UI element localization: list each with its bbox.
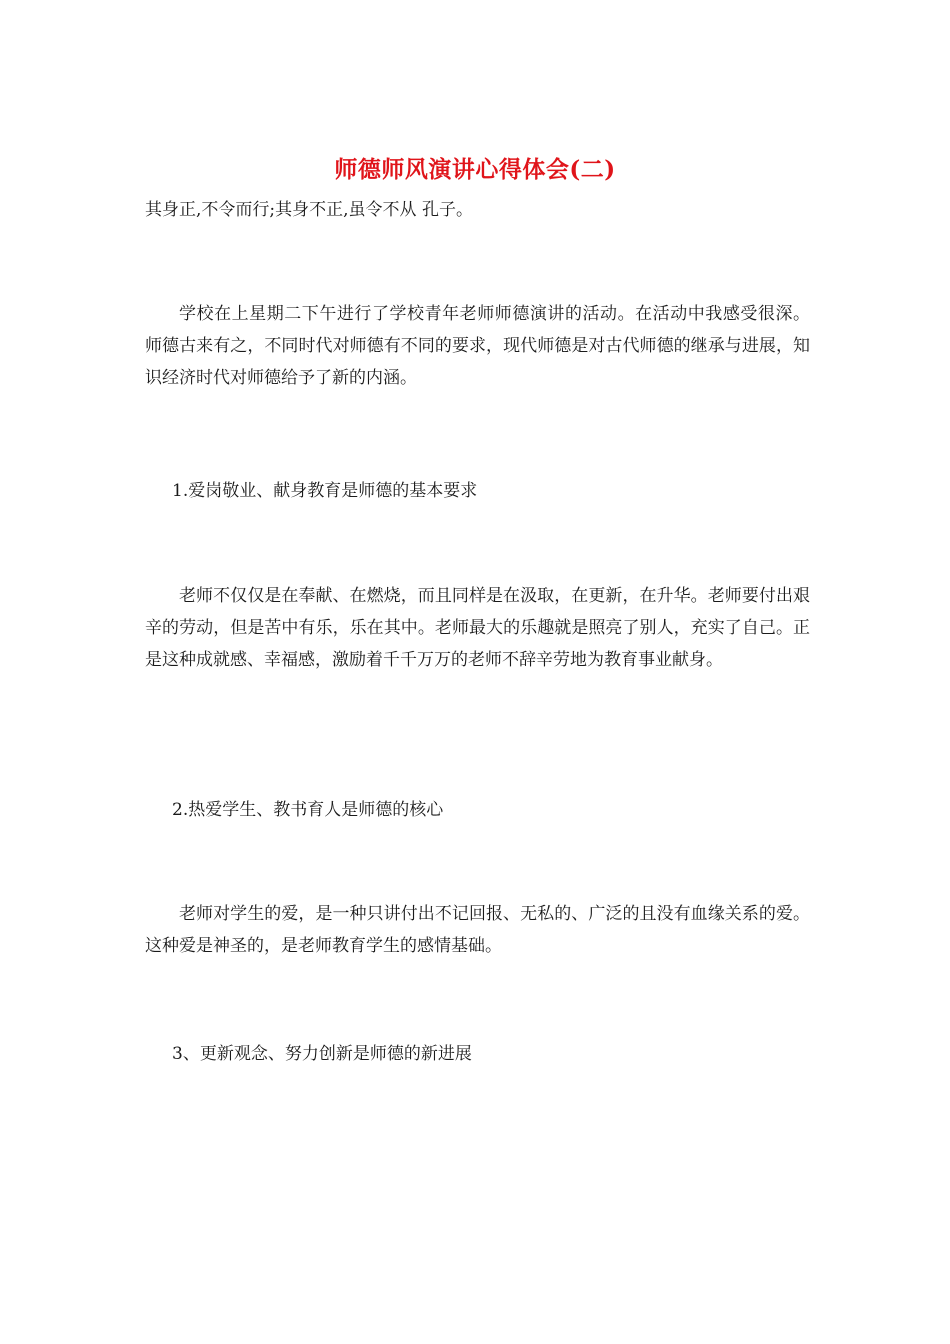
intro-paragraph: 学校在上星期二下午进行了学校青年老师师德演讲的活动。在活动中我感受很深。 师德古来有之，不同时代对师德有不同的要求，现代师德是对古代师德的继承与进展，知识经济时代对师德给予了新的内涵。 xyxy=(145,304,810,388)
epigraph-quote: 其身正,不令而行;其身不正,虽令不从 孔子。 xyxy=(145,200,473,220)
section-1-paragraph: 老师不仅仅是在奉献、在燃烧，而且同样是在汲取，在更新，在升华。老师要付出艰辛的劳动，但是苦中有乐，乐在其中。老师最大的乐趣就是照亮了别人，充实了自己。正是这种成就感、幸福感，激励着千千万万的老师不辞辛劳地为教育事业献身。 xyxy=(145,586,810,670)
page-title: 师德师风演讲心得体会(二) xyxy=(334,156,616,183)
section-heading-2: 2.热爱学生、教书育人是师德的核心 xyxy=(172,800,444,820)
section-heading-3: 3、更新观念、努力创新是师德的新进展 xyxy=(172,1044,472,1064)
section-heading-1: 1.爱岗敬业、献身教育是师德的基本要求 xyxy=(172,481,478,501)
section-2-paragraph: 老师对学生的爱，是一种只讲付出不记回报、无私的、广泛的且没有血缘关系的爱。这种爱是神圣的，是老师教育学生的感情基础。 xyxy=(145,904,810,956)
